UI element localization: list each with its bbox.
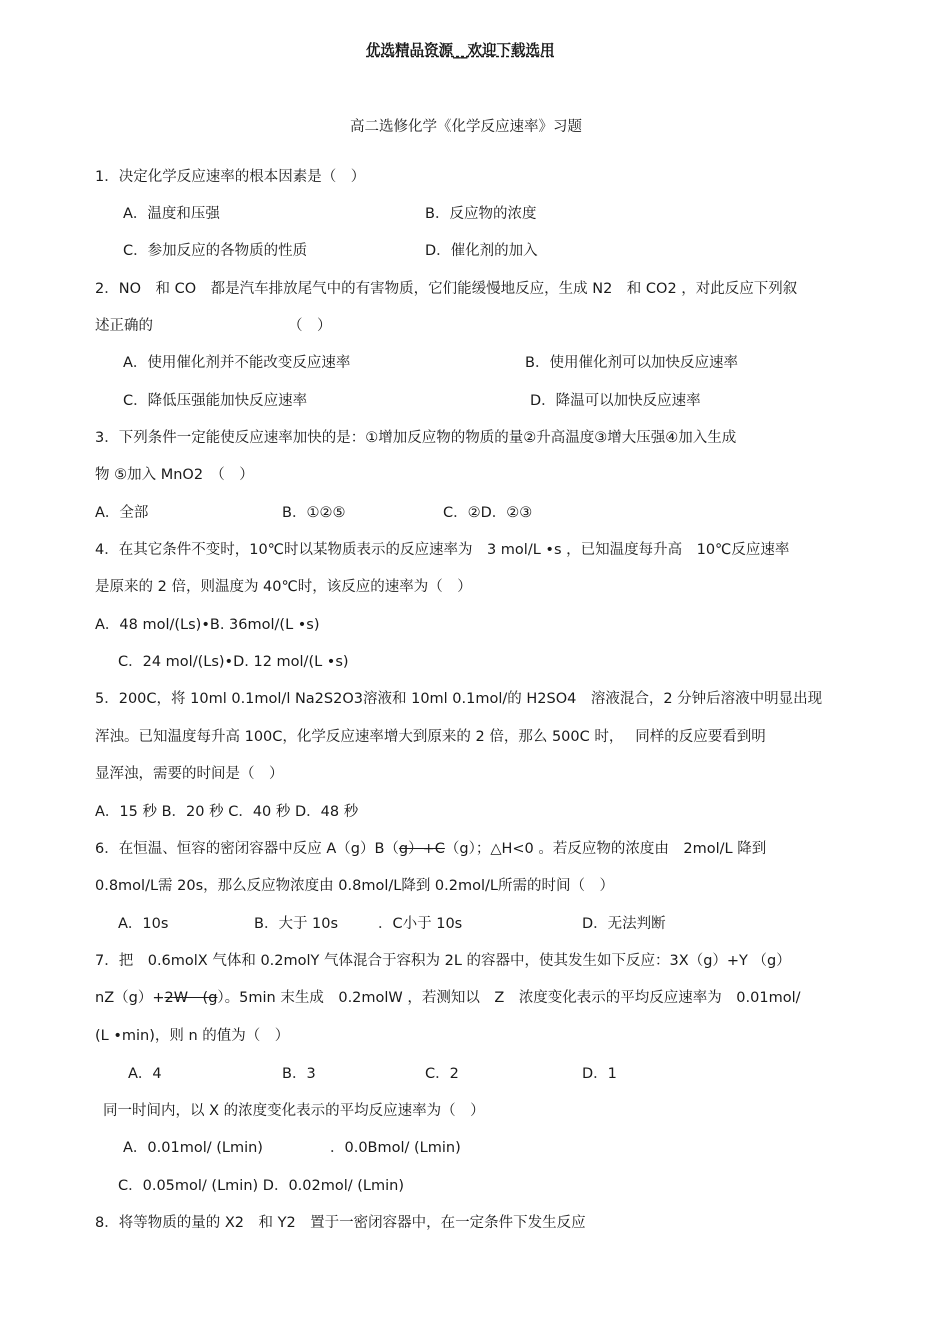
question-7-line-2-struck: 2W (g	[164, 990, 218, 1006]
question-5-options: A．15 秒 B．20 秒 C．40 秒 D．48 秒	[95, 804, 359, 820]
question-2-option-c: C．降低压强能加快反应速率	[123, 393, 308, 409]
question-4-option-cd: C．24 mol/(Ls)•D. 12 mol/(L •s)	[118, 654, 349, 670]
question-7-line-1: 7．把 0.6molX 气体和 0.2molY 气体混合于容积为 2L 的容器中，使其发生如下反应：3X（g）+Y （g）	[95, 953, 791, 969]
question-7-line-2-start: nZ（g）+	[95, 990, 165, 1006]
question-1-option-b: B．反应物的浓度	[425, 206, 537, 222]
question-6-option-b: B．大于 10s	[254, 916, 339, 932]
question-3-line-1: 3．下列条件一定能使反应速率加快的是：①增加反应物的物质的量②升高温度③增大压强④加入生成	[95, 430, 737, 446]
question-4-option-ab: A．48 mol/(Ls)•B. 36mol/(L •s)	[95, 617, 320, 633]
question-4-line-1: 4．在其它条件不变时，10℃时以某物质表示的反应速率为 3 mol/L •s ，已知温度每升高 10℃反应速率	[95, 542, 790, 558]
question-8-line-1: 8．将等物质的量的 X2 和 Y2 置于一密闭容器中，在一定条件下发生反应	[95, 1215, 586, 1231]
question-7-sub-option-cd: C．0.05mol/ (Lmin) D．0.02mol/ (Lmin)	[118, 1178, 404, 1194]
question-6-option-d: D．无法判断	[582, 916, 666, 932]
question-7-option-a: A．4	[128, 1066, 162, 1082]
question-6-line-1	[95, 840, 766, 858]
question-7-line-2-end: ）。5min 末生成 0.2molW ，若测知以 Z 浓度变化表示的平均反应速率为 0.01mol/	[217, 990, 801, 1006]
question-3-line-2: 物 ⑤加入 MnO2 （ ）	[95, 467, 254, 483]
question-7-option-c: C．2	[425, 1066, 459, 1082]
question-2-option-d: D．降温可以加快反应速率	[530, 393, 701, 409]
question-4-line-2: 是原来的 2 倍，则温度为 40℃时，该反应的速率为（ ）	[95, 579, 472, 595]
question-5-line-2: 浑浊。已知温度每升高 100C，化学反应速率增大到原来的 2 倍，那么 500C 时， 同样的反应要看到明	[95, 729, 766, 745]
question-7-option-b: B．3	[282, 1066, 316, 1082]
question-7-option-d: D．1	[582, 1066, 617, 1082]
question-2-option-a: A．使用催化剂并不能改变反应速率	[123, 355, 351, 371]
question-6-line-2: 0.8mol/L需 20s，那么反应物浓度由 0.8mol/L降到 0.2mol/L所需的时间（ ）	[95, 878, 614, 894]
question-7-line-3: (L •min)，则 n 的值为（ ）	[95, 1028, 290, 1044]
question-2-line-2: 述正确的	[95, 318, 153, 334]
question-2-answer-paren: （ ）	[288, 318, 332, 334]
question-7-sub-stem: 同一时间内，以 X 的浓度变化表示的平均反应速率为（ ）	[103, 1103, 485, 1119]
question-1-option-d: D．催化剂的加入	[425, 243, 538, 259]
question-6-line-1-start: 6．在恒温、恒容的密闭容器中反应 A（g）B（	[95, 841, 399, 857]
question-2-line-1: 2．NO 和 CO 都是汽车排放尾气中的有害物质，它们能缓慢地反应，生成 N2 和 CO2 ，对此反应下列叙	[95, 281, 798, 297]
question-1-option-c: C．参加反应的各物质的性质	[123, 243, 308, 259]
question-3-option-cd: C．②D．②③	[443, 505, 533, 521]
question-1-stem: 1．决定化学反应速率的根本因素是（ ）	[95, 169, 366, 185]
question-1-option-a: A．温度和压强	[123, 206, 220, 222]
question-5-line-3: 显浑浊，需要的时间是（ ）	[95, 766, 284, 782]
question-6-option-c: ．C小于 10s	[378, 916, 463, 932]
question-7-sub-option-b: ．0.0Bmol/ (Lmin)	[330, 1140, 461, 1156]
question-6-line-1-struck: g）+C	[398, 841, 445, 857]
question-2-option-b: B．使用催化剂可以加快反应速率	[525, 355, 738, 371]
question-7-line-2	[95, 989, 801, 1007]
question-6-option-a: A．10s	[118, 916, 169, 932]
header-banner: 优选精品资源__欢迎下载选用	[366, 43, 555, 59]
question-3-option-a: A．全部	[95, 505, 149, 521]
question-7-sub-option-a: A．0.01mol/ (Lmin)	[123, 1140, 263, 1156]
question-5-line-1: 5．200C，将 10ml 0.1mol/l Na2S2O3溶液和 10ml 0.1mol/的 H2SO4 溶液混合，2 分钟后溶液中明显出现	[95, 691, 823, 707]
question-6-line-1-end: （g）；△H<0 。若反应物的浓度由 2mol/L 降到	[444, 841, 767, 857]
question-3-option-b: B．①②⑤	[282, 505, 346, 521]
page-title: 高二选修化学《化学反应速率》习题	[350, 119, 582, 135]
